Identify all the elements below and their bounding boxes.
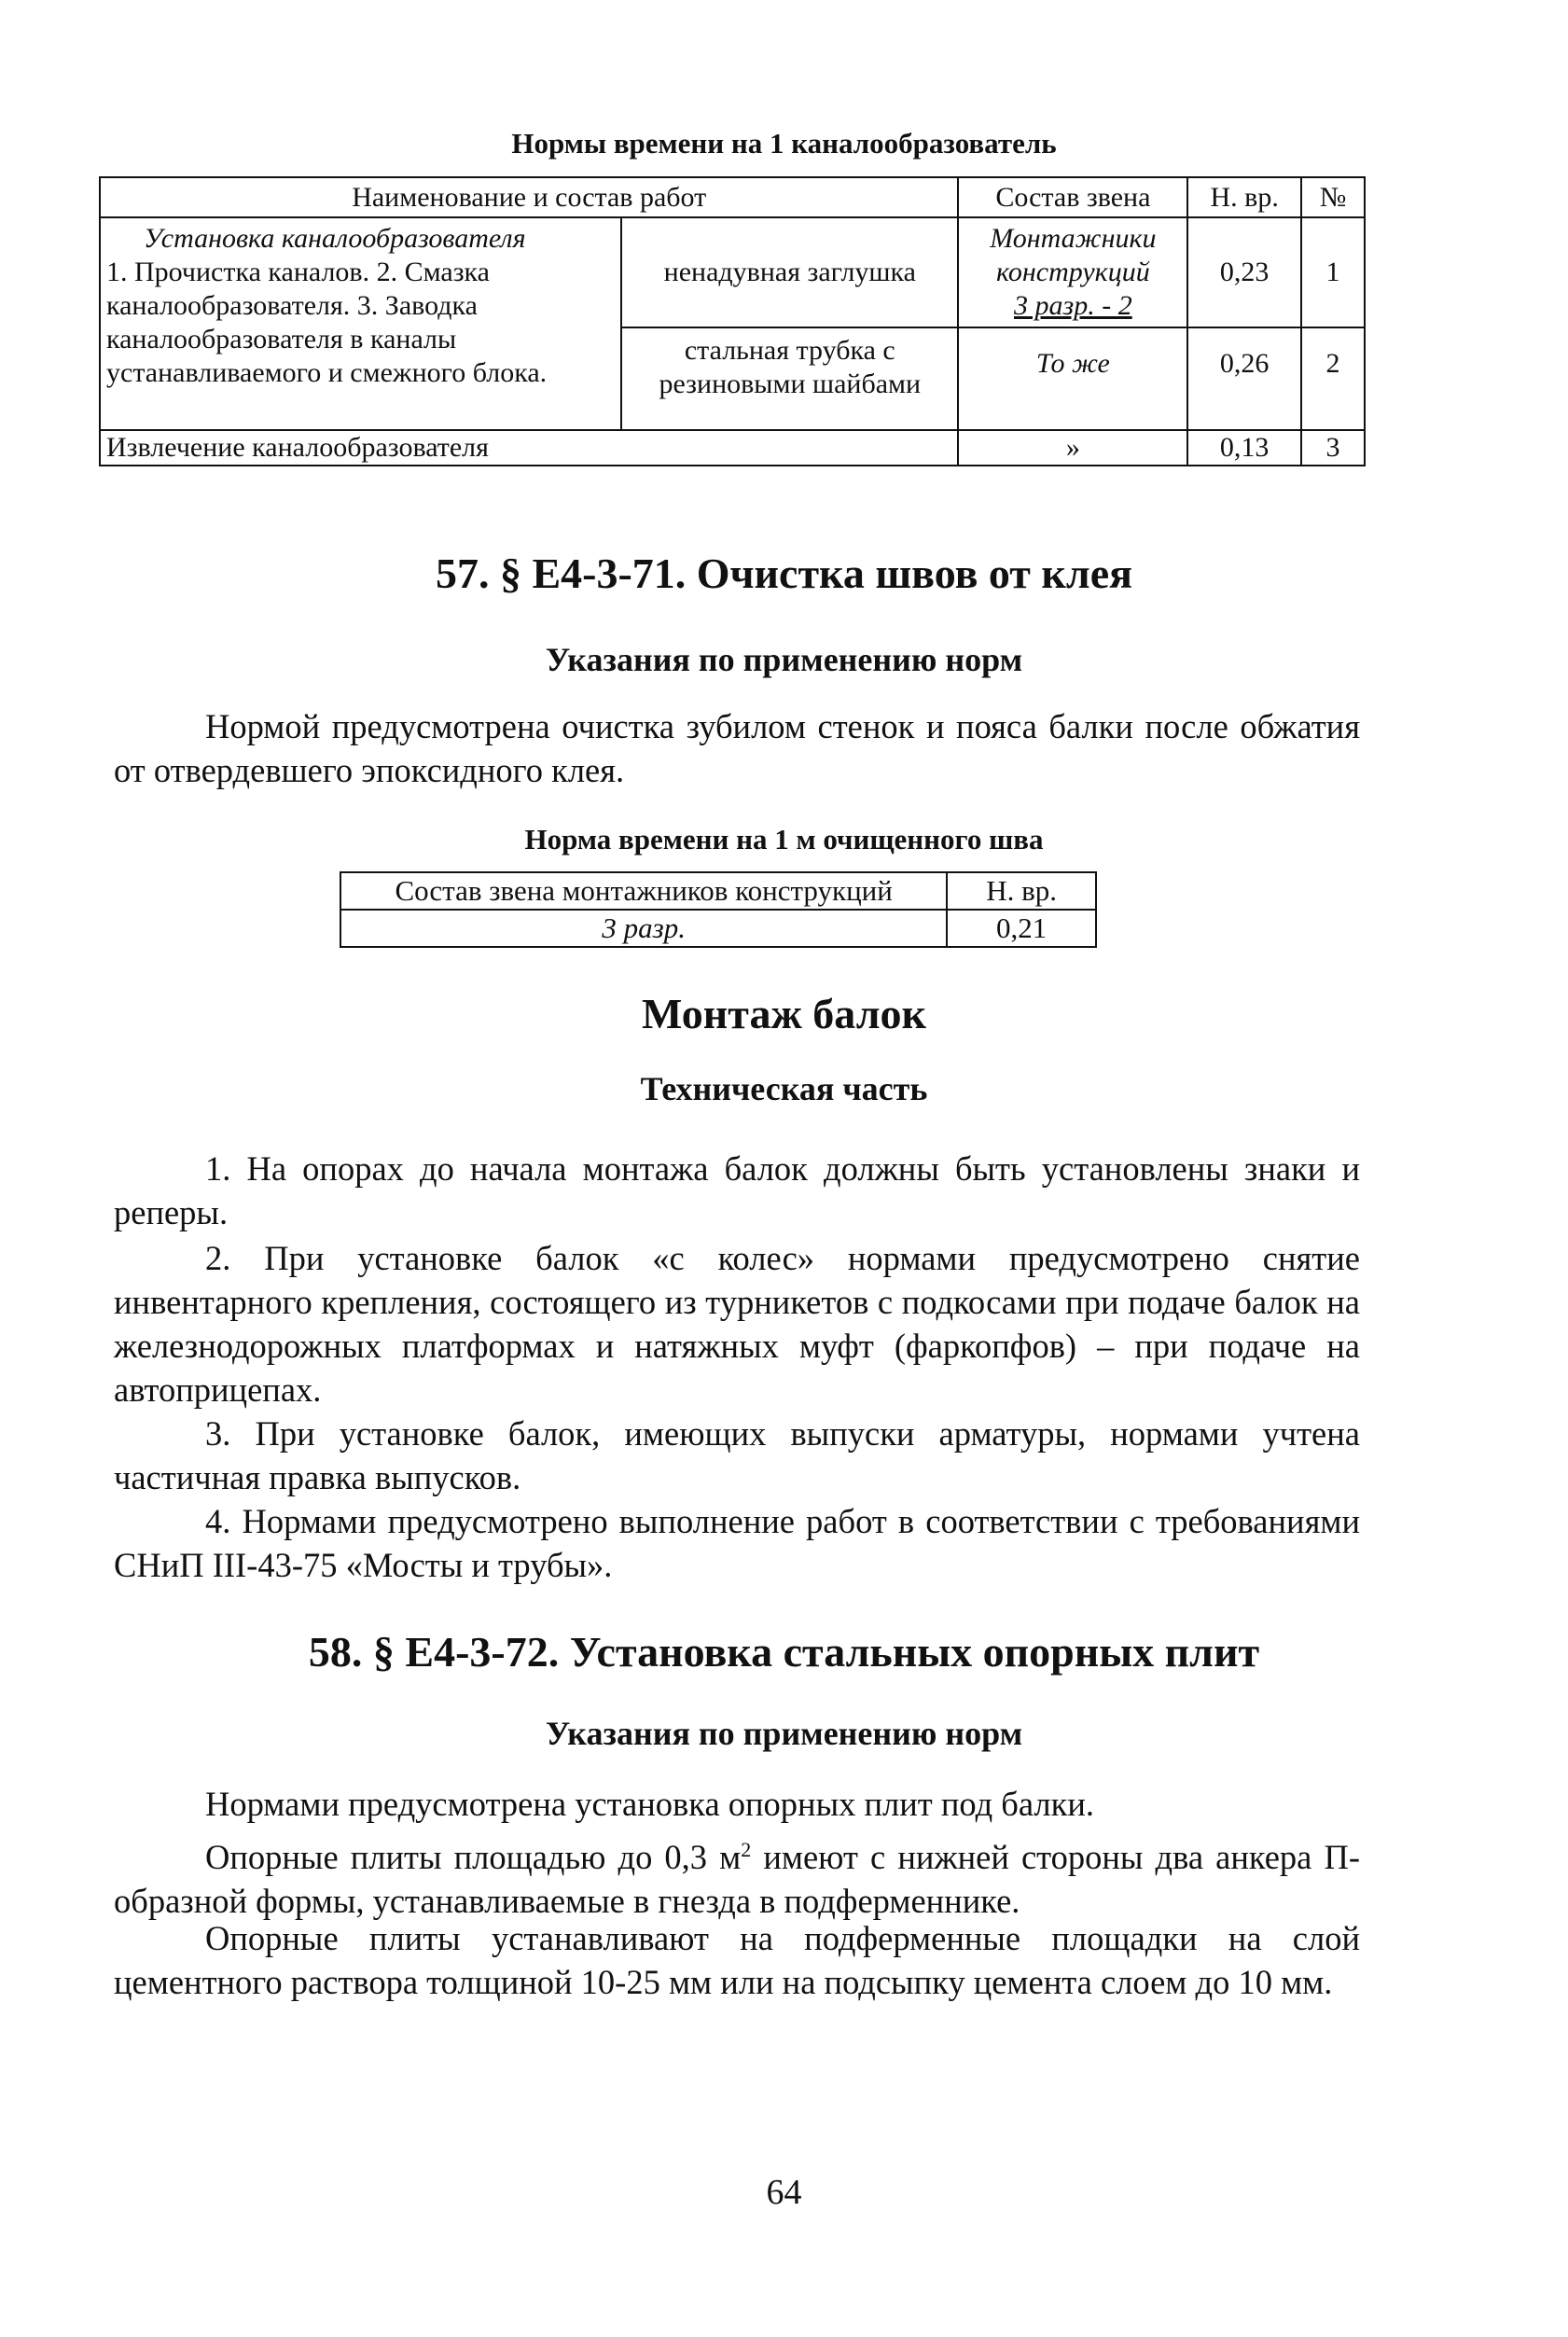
crew-grade: 3 разр. - 2 (1014, 290, 1132, 321)
crew-cell: » (958, 430, 1187, 466)
num-cell: 3 (1301, 430, 1365, 466)
crew-cell: 3 разр. (340, 910, 947, 947)
table-time-norms-channel-former (99, 176, 1366, 466)
section-58-p3: Опорные плиты устанавливают на подферменные площадки на слой цементного раствора толщиной 10-25 мм или на подсыпку цемента слоем до 10 мм. (114, 1919, 1360, 2001)
section-58-title: 58. § Е4-3-72. Установка стальных опорных плит (308, 1628, 1260, 1676)
beams-title: Монтаж балок (641, 990, 927, 1037)
section-58-subtitle: Указания по применению норм (545, 1715, 1023, 1752)
num-cell: 1 (1301, 217, 1365, 327)
beams-item-2: 2. При установке балок «с колес» нормами предусмотрено снятие инвентарного крепления, состоящего из турникетов с подкосами при подаче балок на железнодорожных платформах и натяжных муфт (фаркопфов) – при подаче на автоприцепах. (114, 1239, 1360, 1409)
norm-cell: 0,26 (1187, 327, 1301, 430)
header-norm: Н. вр. (1187, 177, 1301, 217)
variant-cell: ненадувная заглушка (621, 217, 958, 327)
install-title: Установка каналообразователя (144, 223, 526, 254)
install-description: 1. Прочистка каналов. 2. Смазка каналообразователя. 3. Заводка каналообразователя в каналы устанавливаемого и смежного блока. (106, 257, 548, 388)
num-cell: 2 (1301, 327, 1365, 430)
table-header-row (340, 872, 1096, 910)
header-norm: Н. вр. (947, 872, 1096, 910)
section-57-subtitle: Указания по применению норм (545, 641, 1023, 678)
beams-item-1: 1. На опорах до начала монтажа балок должны быть установлены знаки и реперы. (114, 1149, 1360, 1231)
variant-cell: стальная трубка с резиновыми шайбами (621, 327, 958, 430)
section-57-text: Нормой предусмотрена очистка зубилом стенок и пояса балки после обжатия от отвердевшего эпоксидного клея. (114, 707, 1360, 789)
crew-cell: То же (958, 327, 1187, 430)
table-row (340, 910, 1096, 947)
crew-cell (958, 217, 1187, 327)
table-row (100, 430, 1365, 466)
norm-cell: 0,13 (1187, 430, 1301, 466)
superscript-2: 2 (741, 1838, 752, 1861)
beams-item-4: 4. Нормами предусмотрено выполнение работ в соответствии с требованиями СНиП III-43-75 «Мосты и трубы». (114, 1502, 1360, 1584)
header-crew: Состав звена (958, 177, 1187, 217)
section-58-p1: Нормами предусмотрена установка опорных плит под балки. (205, 1785, 1094, 1823)
extraction-cell: Извлечение каналообразователя (100, 430, 958, 466)
norm-cell: 0,23 (1187, 217, 1301, 327)
header-name: Наименование и состав работ (100, 177, 958, 217)
table-row (100, 217, 1365, 327)
header-num: № (1301, 177, 1365, 217)
section-58-p2-after: имеют с нижней стороны два анкера П-образной формы, устанавливаемые в гнезда в подферменнике. (114, 1838, 1360, 1921)
table-header-row (100, 177, 1365, 217)
install-cell (100, 217, 621, 430)
table2-caption: Норма времени на 1 м очищенного шва (524, 823, 1044, 856)
beams-item-3: 3. При установке балок, имеющих выпуски арматуры, нормами учтена частичная правка выпусков. (114, 1414, 1360, 1496)
table-time-norm-seam (340, 871, 1097, 948)
section-57-title: 57. § Е4-3-71. Очистка швов от клея (435, 549, 1133, 597)
norm-cell: 0,21 (947, 910, 1096, 947)
beams-subtitle: Техническая часть (640, 1070, 928, 1107)
section-58-p2-before: Опорные плиты площадью до 0,3 м (205, 1838, 742, 1877)
crew-line: Монтажники конструкций (990, 223, 1157, 287)
section-58-p2 (114, 1828, 1360, 1923)
page-number: 64 (766, 2173, 802, 2212)
header-crew: Состав звена монтажников конструкций (340, 872, 947, 910)
table1-caption: Нормы времени на 1 каналообразователь (511, 127, 1057, 160)
